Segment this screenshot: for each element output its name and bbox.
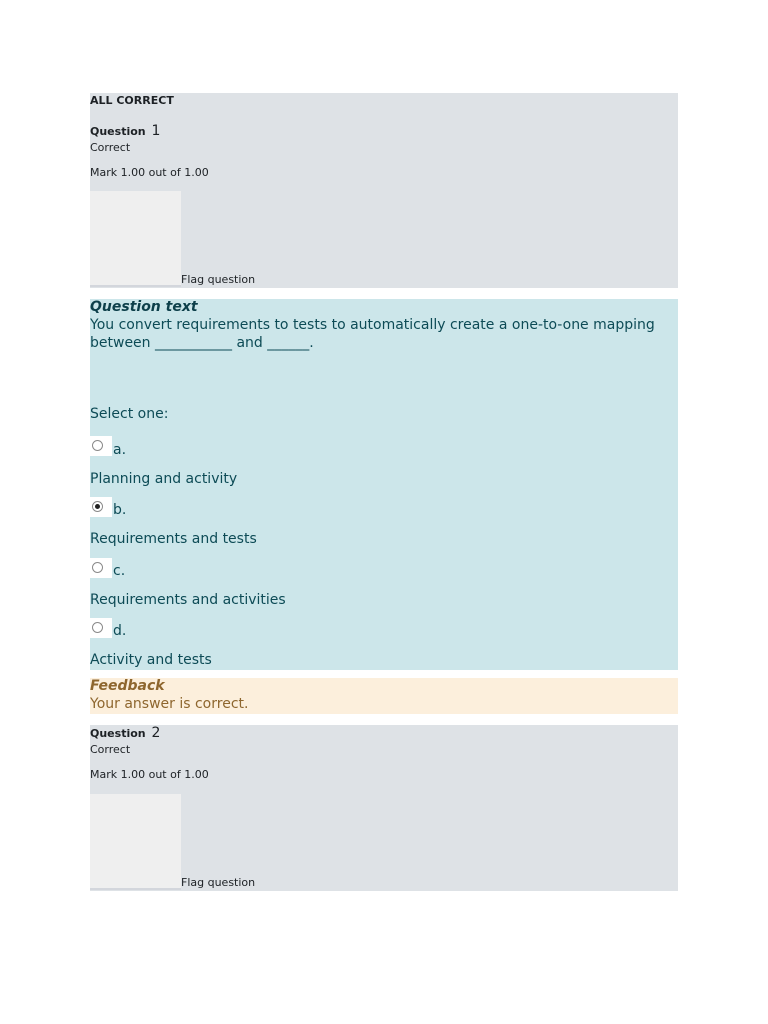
- option-d-radio[interactable]: [90, 618, 112, 638]
- question-1-text-block: [90, 299, 678, 670]
- question-state: Correct: [90, 141, 131, 154]
- option-d-text: Activity and tests: [90, 652, 212, 668]
- radio-unchecked-icon: [92, 622, 103, 633]
- question-1-info: [90, 93, 678, 288]
- flag-icon[interactable]: [90, 191, 181, 287]
- question-label: Question: [90, 125, 146, 138]
- flag-question-link[interactable]: Flag question: [181, 876, 256, 889]
- question-number: [90, 725, 160, 741]
- flag-question-link[interactable]: Flag question: [181, 273, 256, 286]
- question-number-value: 2: [151, 725, 161, 741]
- question-2-info: [90, 725, 678, 891]
- option-b-radio[interactable]: [90, 497, 112, 517]
- question-text-heading: Question text: [90, 299, 198, 315]
- all-correct-heading: ALL CORRECT: [90, 94, 174, 107]
- flag-icon[interactable]: [90, 794, 181, 890]
- question-state: Correct: [90, 743, 131, 756]
- question-number-value: 1: [151, 123, 161, 139]
- option-b-text: Requirements and tests: [90, 531, 257, 547]
- option-c-letter: c.: [113, 563, 126, 579]
- option-c-radio[interactable]: [90, 558, 112, 578]
- question-label: Question: [90, 727, 146, 740]
- option-a-radio[interactable]: [90, 436, 112, 456]
- feedback-block: [90, 678, 678, 714]
- quiz-review: [90, 93, 678, 891]
- radio-unchecked-icon: [92, 440, 103, 451]
- radio-checked-icon: [92, 501, 103, 512]
- option-b-letter: b.: [113, 502, 127, 518]
- question-grade: Mark 1.00 out of 1.00: [90, 166, 209, 179]
- option-c-text: Requirements and activities: [90, 592, 286, 608]
- radio-unchecked-icon: [92, 562, 103, 573]
- question-number: [90, 123, 160, 139]
- option-d-letter: d.: [113, 623, 127, 639]
- question-prompt: You convert requirements to tests to automatically create a one-to-one mapping between ___________ and ______.: [90, 317, 655, 351]
- question-grade: Mark 1.00 out of 1.00: [90, 768, 209, 781]
- feedback-text: Your answer is correct.: [90, 696, 249, 712]
- option-a-letter: a.: [113, 442, 127, 458]
- option-a-text: Planning and activity: [90, 471, 238, 487]
- select-one-label: Select one:: [90, 406, 169, 422]
- feedback-heading: Feedback: [90, 678, 165, 694]
